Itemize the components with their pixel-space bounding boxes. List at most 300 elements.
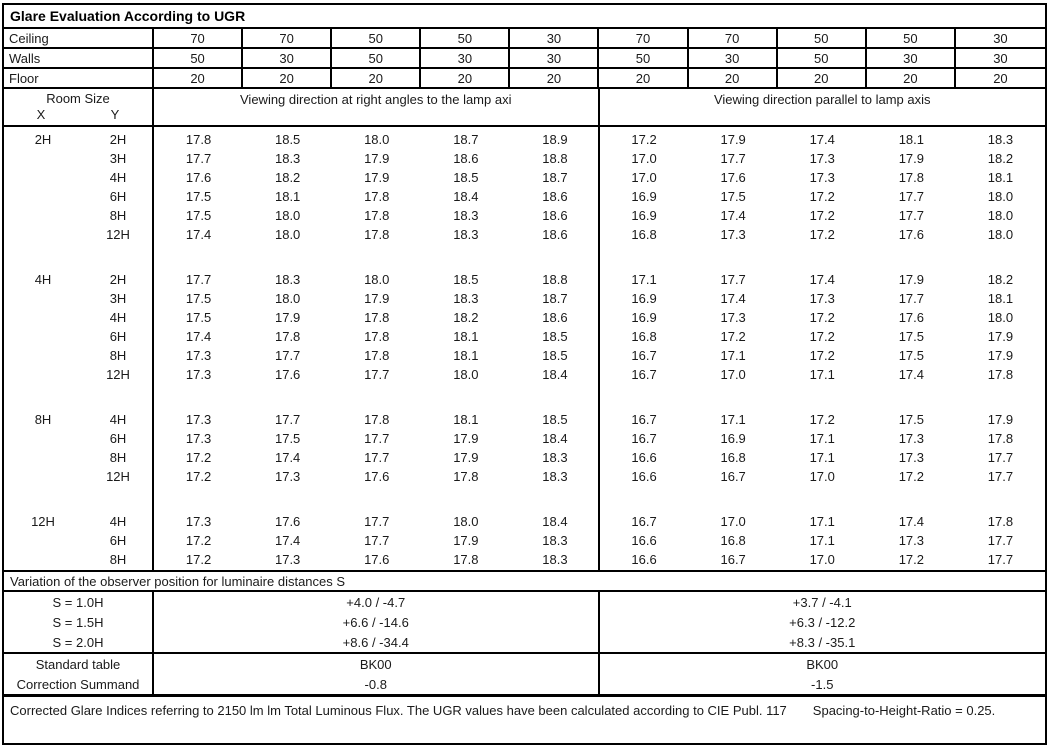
ugr-row <box>4 225 1045 244</box>
ugr-value-cell: 17.3 <box>274 469 301 484</box>
ugr-row <box>4 365 1045 384</box>
surface-value-cell: 50 <box>332 49 421 67</box>
ugr-value-cell: 17.0 <box>631 170 657 185</box>
ugr-value-cell: 18.1 <box>453 348 479 363</box>
ugr-value-cell: 17.9 <box>364 170 390 185</box>
ugr-value-cell: 16.7 <box>631 431 657 446</box>
variation-rows <box>4 592 1045 654</box>
ugr-value-cell: 17.8 <box>453 469 479 484</box>
ugr-value-cell: 18.4 <box>542 367 568 382</box>
ugr-value-cell: 17.3 <box>185 514 212 529</box>
variation-right-value: +3.7 / -4.1 <box>792 594 852 610</box>
ugr-value-cell: 17.9 <box>364 291 390 306</box>
ugr-value-cell: 16.8 <box>631 329 657 344</box>
room-y-cell: 8H <box>109 552 127 567</box>
ugr-value-cell: 16.9 <box>631 291 657 306</box>
ugr-value-cell: 18.0 <box>987 227 1014 242</box>
room-y-cell: 12H <box>106 227 130 242</box>
summary-row <box>4 654 1045 674</box>
variation-left-value: +8.6 / -34.4 <box>154 632 600 652</box>
ugr-value-cell: 18.5 <box>274 132 301 147</box>
ugr-value-cell: 17.7 <box>274 412 301 427</box>
ugr-value-cell: 17.7 <box>364 431 390 446</box>
room-y-cell: 2H <box>109 132 127 147</box>
summary-row-label: Standard table <box>4 654 154 674</box>
viewing-direction-right-header: Viewing direction parallel to lamp axis <box>713 92 931 107</box>
ugr-value-cell: 16.7 <box>720 469 746 484</box>
ugr-value-cell: 17.9 <box>720 132 746 147</box>
ugr-row <box>4 149 1045 168</box>
ugr-value-cell: 17.7 <box>364 514 390 529</box>
surface-value-cell: 20 <box>993 70 1008 86</box>
ugr-value-cell: 17.5 <box>898 329 924 344</box>
ugr-row <box>4 448 1045 467</box>
ugr-row <box>4 270 1045 289</box>
ugr-row <box>4 130 1045 149</box>
surface-value-cell: 30 <box>421 49 510 67</box>
ugr-value-cell: 17.6 <box>274 367 301 382</box>
ugr-value-cell: 17.2 <box>809 227 835 242</box>
surface-value-cell: 30 <box>243 49 332 67</box>
ugr-value-cell: 17.7 <box>987 552 1014 567</box>
room-y-cell: 4H <box>109 412 127 427</box>
ugr-value-cell: 17.7 <box>185 272 212 287</box>
room-y-cell: 8H <box>109 208 127 223</box>
ugr-value-cell: 17.9 <box>987 412 1014 427</box>
surface-value-cell: 70 <box>599 29 688 47</box>
surface-row-label: Floor <box>4 69 154 87</box>
ugr-value-cell: 17.3 <box>720 310 746 325</box>
ugr-value-cell: 18.5 <box>542 348 568 363</box>
ugr-value-cell: 18.5 <box>542 412 568 427</box>
ugr-value-cell: 17.8 <box>987 367 1014 382</box>
ugr-value-cell: 18.5 <box>453 170 479 185</box>
ugr-value-cell: 18.1 <box>987 291 1014 306</box>
ugr-value-cell: 17.3 <box>185 431 212 446</box>
ugr-value-cell: 18.0 <box>987 310 1014 325</box>
ugr-value-cell: 16.9 <box>631 310 657 325</box>
ugr-value-cell: 17.2 <box>809 310 835 325</box>
ugr-value-cell: 17.1 <box>809 514 835 529</box>
ugr-value-cell: 18.7 <box>453 132 479 147</box>
ugr-value-cell: 18.4 <box>542 431 568 446</box>
ugr-value-cell: 17.1 <box>631 272 657 287</box>
ugr-value-cell: 18.3 <box>987 132 1014 147</box>
ugr-body <box>4 127 1045 570</box>
ugr-value-cell: 17.2 <box>809 329 835 344</box>
ugr-value-cell: 18.1 <box>453 329 479 344</box>
ugr-value-cell: 18.6 <box>542 227 568 242</box>
ugr-value-cell: 17.2 <box>898 469 924 484</box>
ugr-value-cell: 16.9 <box>631 189 657 204</box>
ugr-value-cell: 16.8 <box>720 533 746 548</box>
ugr-value-cell: 17.7 <box>364 533 390 548</box>
ugr-row <box>4 467 1045 486</box>
surface-value-cell: 50 <box>778 29 867 47</box>
ugr-value-cell: 18.2 <box>987 151 1014 166</box>
ugr-value-cell: 18.0 <box>987 189 1014 204</box>
surface-value-cell: 50 <box>867 29 956 47</box>
surface-grid <box>4 29 1045 89</box>
surface-row <box>4 69 1045 89</box>
ugr-value-cell: 17.8 <box>987 514 1014 529</box>
ugr-value-cell: 17.3 <box>274 552 301 567</box>
ugr-value-cell: 17.7 <box>987 450 1014 465</box>
ugr-value-cell: 18.0 <box>364 132 390 147</box>
ugr-value-cell: 17.4 <box>185 227 212 242</box>
ugr-value-cell: 18.7 <box>542 291 568 306</box>
ugr-value-cell: 17.3 <box>898 431 924 446</box>
surface-value-cell: 70 <box>689 29 778 47</box>
ugr-value-cell: 18.0 <box>453 367 479 382</box>
ugr-evaluation-sheet <box>2 3 1047 745</box>
ugr-value-cell: 17.9 <box>453 450 479 465</box>
block-gap <box>4 486 1045 512</box>
room-y-cell: 12H <box>106 469 130 484</box>
ugr-value-cell: 17.8 <box>364 310 390 325</box>
ugr-value-cell: 18.6 <box>453 151 479 166</box>
ugr-value-cell: 17.2 <box>809 348 835 363</box>
ugr-value-cell: 17.8 <box>364 208 390 223</box>
summary-left-value: BK00 <box>154 654 600 674</box>
ugr-value-cell: 18.0 <box>364 272 390 287</box>
surface-value-cell: 20 <box>778 69 867 87</box>
ugr-value-cell: 18.7 <box>542 170 568 185</box>
ugr-value-cell: 17.1 <box>809 367 835 382</box>
page-title: Glare Evaluation According to UGR <box>10 8 246 24</box>
ugr-value-cell: 17.3 <box>898 533 924 548</box>
ugr-value-cell: 18.3 <box>453 208 479 223</box>
surface-value-cell: 20 <box>599 69 688 87</box>
room-y-cell: 4H <box>109 310 127 325</box>
ugr-value-cell: 17.1 <box>809 431 835 446</box>
ugr-value-cell: 16.6 <box>631 552 657 567</box>
ugr-row <box>4 187 1045 206</box>
ugr-value-cell: 17.4 <box>809 132 835 147</box>
ugr-value-cell: 18.2 <box>453 310 479 325</box>
ugr-value-cell: 17.5 <box>898 412 924 427</box>
ugr-value-cell: 17.8 <box>364 329 390 344</box>
ugr-value-cell: 17.9 <box>453 431 479 446</box>
ugr-value-cell: 17.9 <box>274 310 301 325</box>
summary-row <box>4 674 1045 694</box>
ugr-value-cell: 17.2 <box>185 552 212 567</box>
ugr-value-cell: 17.2 <box>720 329 746 344</box>
ugr-row <box>4 410 1045 429</box>
room-y-cell: 6H <box>109 533 127 548</box>
surface-row-label: Walls <box>4 49 154 67</box>
summary-right-value: -1.5 <box>811 676 834 692</box>
ugr-value-cell: 17.9 <box>987 348 1014 363</box>
viewing-halves-divider-line <box>598 127 600 570</box>
ugr-value-cell: 17.0 <box>631 151 657 166</box>
ugr-value-cell: 17.4 <box>720 291 746 306</box>
ugr-value-cell: 17.4 <box>898 367 924 382</box>
room-y-cell: 8H <box>109 348 127 363</box>
ugr-value-cell: 17.5 <box>185 291 212 306</box>
ugr-value-cell: 17.8 <box>364 348 390 363</box>
surface-value-cell: 20 <box>243 69 332 87</box>
surface-value-cell: 30 <box>993 50 1008 66</box>
surface-value-cell: 30 <box>510 49 599 67</box>
ugr-value-cell: 18.1 <box>987 170 1014 185</box>
ugr-value-cell: 17.0 <box>720 514 746 529</box>
ugr-value-cell: 17.4 <box>274 450 301 465</box>
ugr-value-cell: 17.7 <box>364 450 390 465</box>
ugr-value-cell: 17.1 <box>809 450 835 465</box>
ugr-value-cell: 17.7 <box>898 189 924 204</box>
ugr-value-cell: 17.8 <box>987 431 1014 446</box>
ugr-value-cell: 17.5 <box>185 208 212 223</box>
ugr-value-cell: 17.2 <box>185 450 212 465</box>
ugr-value-cell: 18.0 <box>453 514 479 529</box>
ugr-value-cell: 18.1 <box>453 412 479 427</box>
surface-row-label: Ceiling <box>4 29 154 47</box>
ugr-value-cell: 18.0 <box>274 291 301 306</box>
ugr-value-cell: 17.7 <box>898 291 924 306</box>
ugr-value-cell: 18.2 <box>274 170 301 185</box>
ugr-value-cell: 17.7 <box>898 208 924 223</box>
ugr-value-cell: 17.5 <box>185 189 212 204</box>
ugr-value-cell: 17.7 <box>987 533 1014 548</box>
room-size-header <box>4 89 154 125</box>
surface-value-cell: 20 <box>332 69 421 87</box>
variation-row <box>4 612 1045 632</box>
ugr-value-cell: 17.3 <box>809 151 835 166</box>
surface-row <box>4 29 1045 49</box>
viewing-direction-left-header: Viewing direction at right angles to the lamp axi <box>154 89 600 125</box>
room-size-divider-line <box>152 127 154 570</box>
ugr-value-cell: 17.5 <box>720 189 746 204</box>
block-gap <box>4 244 1045 270</box>
surface-value-cell: 30 <box>689 49 778 67</box>
ugr-value-cell: 16.7 <box>631 367 657 382</box>
surface-value-cell: 50 <box>599 49 688 67</box>
room-y-cell: 6H <box>109 189 127 204</box>
ugr-value-cell: 17.8 <box>364 412 390 427</box>
ugr-value-cell: 16.8 <box>720 450 746 465</box>
ugr-value-cell: 17.8 <box>185 132 212 147</box>
ugr-value-cell: 18.6 <box>542 208 568 223</box>
ugr-value-cell: 17.1 <box>720 348 746 363</box>
ugr-value-cell: 16.9 <box>720 431 746 446</box>
ugr-value-cell: 17.3 <box>720 227 746 242</box>
ugr-value-cell: 17.7 <box>274 348 301 363</box>
ugr-row <box>4 206 1045 225</box>
ugr-value-cell: 17.2 <box>185 533 212 548</box>
ugr-value-cell: 16.6 <box>631 533 657 548</box>
ugr-value-cell: 18.4 <box>542 514 568 529</box>
ugr-value-cell: 18.3 <box>542 552 568 567</box>
ugr-value-cell: 17.7 <box>720 151 746 166</box>
ugr-row <box>4 308 1045 327</box>
ugr-value-cell: 17.5 <box>898 348 924 363</box>
ugr-value-cell: 16.6 <box>631 469 657 484</box>
ugr-value-cell: 16.8 <box>631 227 657 242</box>
ugr-value-cell: 17.6 <box>364 469 390 484</box>
ugr-value-cell: 17.6 <box>185 170 212 185</box>
ugr-value-cell: 17.2 <box>898 552 924 567</box>
ugr-value-cell: 18.5 <box>453 272 479 287</box>
room-x-cell: 2H <box>34 132 52 147</box>
ugr-value-cell: 16.7 <box>631 348 657 363</box>
ugr-value-cell: 17.4 <box>809 272 835 287</box>
ugr-value-cell: 18.0 <box>274 227 301 242</box>
variation-right-value: +6.3 / -12.2 <box>789 614 856 630</box>
ugr-value-cell: 17.3 <box>185 367 212 382</box>
room-x-cell: 12H <box>31 514 55 529</box>
ugr-value-cell: 17.0 <box>809 469 835 484</box>
ugr-value-cell: 18.6 <box>542 310 568 325</box>
ugr-row <box>4 531 1045 550</box>
ugr-value-cell: 18.3 <box>542 450 568 465</box>
ugr-value-cell: 17.6 <box>720 170 746 185</box>
ugr-value-cell: 18.0 <box>987 208 1014 223</box>
ugr-value-cell: 17.8 <box>898 170 924 185</box>
summary-right-value: BK00 <box>806 656 839 672</box>
ugr-value-cell: 16.7 <box>720 552 746 567</box>
ugr-row <box>4 168 1045 187</box>
surface-value-cell: 20 <box>154 69 243 87</box>
ugr-value-cell: 18.3 <box>453 291 479 306</box>
ugr-value-cell: 17.9 <box>898 272 924 287</box>
ugr-value-cell: 17.0 <box>720 367 746 382</box>
ugr-value-cell: 17.2 <box>809 208 835 223</box>
ugr-value-cell: 17.7 <box>364 367 390 382</box>
variation-right-value: +8.3 / -35.1 <box>789 634 856 650</box>
ugr-value-cell: 18.3 <box>274 151 301 166</box>
ugr-value-cell: 17.0 <box>809 552 835 567</box>
ugr-value-cell: 17.8 <box>453 552 479 567</box>
surface-value-cell: 30 <box>867 49 956 67</box>
ugr-row <box>4 289 1045 308</box>
ugr-value-cell: 17.8 <box>274 329 301 344</box>
room-y-cell: 6H <box>109 431 127 446</box>
ugr-value-cell: 17.9 <box>898 151 924 166</box>
ugr-value-cell: 17.3 <box>809 291 835 306</box>
summary-left-value: -0.8 <box>154 674 600 694</box>
ugr-value-cell: 16.9 <box>631 208 657 223</box>
ugr-row <box>4 550 1045 569</box>
ugr-row <box>4 327 1045 346</box>
surface-value-cell: 30 <box>510 29 599 47</box>
ugr-value-cell: 16.6 <box>631 450 657 465</box>
ugr-value-cell: 18.0 <box>274 208 301 223</box>
surface-value-cell: 50 <box>778 49 867 67</box>
ugr-value-cell: 17.9 <box>987 329 1014 344</box>
ugr-value-cell: 17.7 <box>720 272 746 287</box>
summary-rows <box>4 654 1045 697</box>
room-y-cell: 4H <box>109 514 127 529</box>
room-y-cell: 6H <box>109 329 127 344</box>
title-row <box>4 5 1045 29</box>
ugr-value-cell: 18.8 <box>542 272 568 287</box>
footer-ratio-text: Spacing-to-Height-Ratio = 0.25. <box>812 703 996 718</box>
variation-left-value: +4.0 / -4.7 <box>154 592 600 612</box>
ugr-value-cell: 17.7 <box>185 151 212 166</box>
ugr-value-cell: 17.4 <box>274 533 301 548</box>
ugr-value-cell: 18.2 <box>987 272 1014 287</box>
room-size-y-label: Y <box>110 107 120 122</box>
ugr-value-cell: 17.8 <box>364 227 390 242</box>
ugr-value-cell: 17.4 <box>185 329 212 344</box>
variation-row-label: S = 1.5H <box>4 612 154 632</box>
ugr-value-cell: 18.5 <box>542 329 568 344</box>
surface-value-cell: 20 <box>510 69 599 87</box>
ugr-value-cell: 17.4 <box>720 208 746 223</box>
ugr-value-cell: 17.5 <box>274 431 301 446</box>
ugr-value-cell: 17.3 <box>185 412 212 427</box>
room-x-cell: 8H <box>34 412 52 427</box>
ugr-value-cell: 18.1 <box>274 189 301 204</box>
room-y-cell: 4H <box>109 170 127 185</box>
footer-note-text: Corrected Glare Indices referring to 2150 lm lm Total Luminous Flux. The UGR values have been calculated according to CIE Publ. 117 <box>10 703 787 718</box>
ugr-value-cell: 17.6 <box>364 552 390 567</box>
ugr-value-cell: 17.5 <box>185 310 212 325</box>
room-y-cell: 8H <box>109 450 127 465</box>
room-x-cell: 4H <box>34 272 52 287</box>
surface-value-cell: 20 <box>867 69 956 87</box>
ugr-value-cell: 17.6 <box>898 310 924 325</box>
ugr-value-cell: 18.3 <box>542 469 568 484</box>
ugr-value-cell: 18.4 <box>453 189 479 204</box>
ugr-row <box>4 346 1045 365</box>
ugr-value-cell: 17.3 <box>809 170 835 185</box>
surface-value-cell: 50 <box>154 49 243 67</box>
ugr-value-cell: 16.7 <box>631 412 657 427</box>
ugr-value-cell: 17.9 <box>364 151 390 166</box>
ugr-value-cell: 18.3 <box>542 533 568 548</box>
ugr-value-cell: 17.2 <box>185 469 212 484</box>
room-size-x-label: X <box>36 107 46 122</box>
surface-row <box>4 49 1045 69</box>
summary-row-label: Correction Summand <box>4 674 154 694</box>
ugr-value-cell: 17.1 <box>809 533 835 548</box>
surface-value-cell: 70 <box>154 29 243 47</box>
ugr-value-cell: 16.7 <box>631 514 657 529</box>
ugr-value-cell: 18.3 <box>453 227 479 242</box>
ugr-value-cell: 18.9 <box>542 132 568 147</box>
ugr-row <box>4 512 1045 531</box>
ugr-value-cell: 17.9 <box>453 533 479 548</box>
ugr-value-cell: 18.1 <box>898 132 924 147</box>
variation-row-label: S = 2.0H <box>4 632 154 652</box>
room-y-cell: 2H <box>109 272 127 287</box>
surface-value-cell: 30 <box>993 30 1008 46</box>
ugr-value-cell: 17.6 <box>274 514 301 529</box>
ugr-value-cell: 17.2 <box>631 132 657 147</box>
ugr-value-cell: 17.2 <box>809 412 835 427</box>
ugr-value-cell: 17.8 <box>364 189 390 204</box>
room-y-cell: 3H <box>109 291 127 306</box>
ugr-value-cell: 18.3 <box>274 272 301 287</box>
variation-row <box>4 632 1045 652</box>
variation-row <box>4 592 1045 612</box>
ugr-value-cell: 17.3 <box>898 450 924 465</box>
surface-value-cell: 20 <box>689 69 778 87</box>
variation-left-value: +6.6 / -14.6 <box>154 612 600 632</box>
surface-value-cell: 50 <box>332 29 421 47</box>
ugr-value-cell: 17.6 <box>898 227 924 242</box>
ugr-value-cell: 17.1 <box>720 412 746 427</box>
header-row <box>4 89 1045 127</box>
surface-value-cell: 50 <box>421 29 510 47</box>
room-size-label: Room Size <box>46 91 110 106</box>
ugr-value-cell: 17.7 <box>987 469 1014 484</box>
ugr-value-cell: 17.2 <box>809 189 835 204</box>
block-gap <box>4 384 1045 410</box>
room-y-cell: 3H <box>109 151 127 166</box>
